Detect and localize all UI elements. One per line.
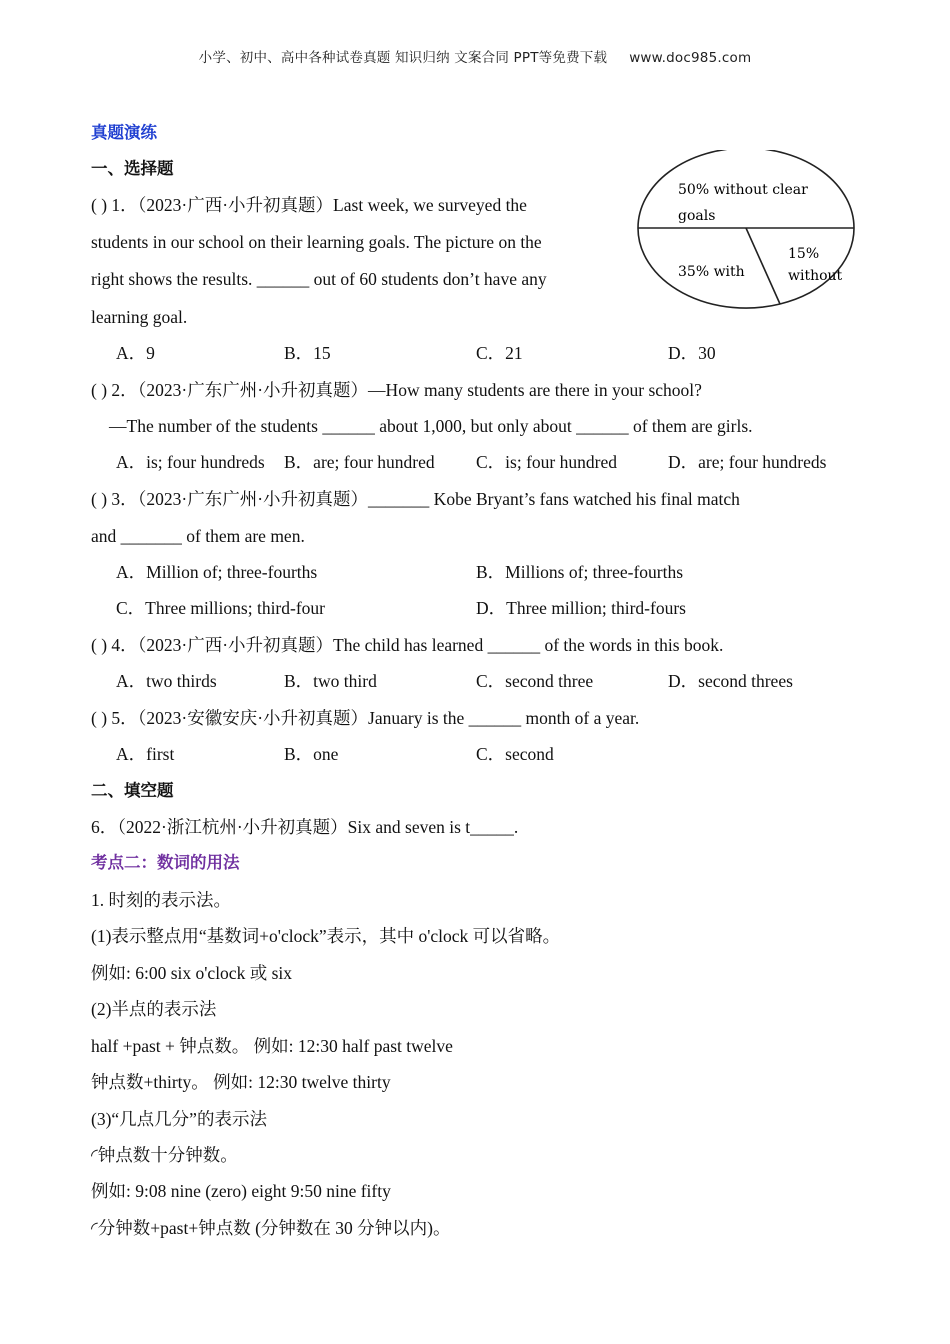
pie-label-without-clear-line2: goals bbox=[678, 208, 716, 224]
q2-option-d: D．are; four hundreds bbox=[668, 452, 827, 472]
q3-line-1: ( ) 3．（2023·广东广州·小升初真题）_______ Kobe Bryant’s fans watched his final match bbox=[91, 489, 740, 509]
q1-line-3: right shows the results. ______ out of 60 students don’t have any bbox=[91, 269, 547, 289]
pie-label-with: 35% with bbox=[678, 264, 745, 280]
q5-option-a: A．first bbox=[116, 744, 175, 764]
note-line-4: (2)半点的表示法 bbox=[91, 999, 217, 1019]
section-fill-heading: 二、填空题 bbox=[91, 781, 174, 800]
pie-slice-without-goals bbox=[780, 228, 854, 304]
pie-divider-diagonal bbox=[746, 228, 780, 304]
q1-line-4: learning goal. bbox=[91, 307, 188, 327]
q6-blank: _____ bbox=[470, 817, 514, 837]
q1-option-c: C．21 bbox=[476, 343, 523, 363]
pie-label-without-clear-line1: 50% without clear bbox=[678, 182, 808, 198]
q2-line-2: —The number of the students ______ about 1,000, but only about ______ of them are girls. bbox=[109, 416, 753, 436]
note-line-7: (3)“几点几分”的表示法 bbox=[91, 1109, 267, 1129]
learning-goals-pie-figure bbox=[630, 150, 862, 320]
q2-option-c: C．is; four hundred bbox=[476, 452, 617, 472]
pie-label-without-line2: without bbox=[788, 268, 843, 284]
header-text: 小学、初中、高中各种试卷真题 知识归纳 文案合同 PPT等免费下载 bbox=[198, 50, 608, 66]
q3-option-d: D．Three million; third-fours bbox=[476, 598, 686, 618]
q1-line-2: students in our school on their learning goals. The picture on the bbox=[91, 232, 542, 252]
section-choice-heading: 一、选择题 bbox=[91, 159, 174, 178]
header-site: www.doc985.com bbox=[629, 50, 752, 66]
q2-line-1: ( ) 2．（2023·广东广州·小升初真题）—How many students are there in your school? bbox=[91, 380, 702, 400]
note-line-2: (1)表示整点用“基数词+o'clock”表示，其中 o'clock 可以省略。 bbox=[91, 926, 561, 946]
q1-line-1: ( ) 1．（2023·广西·小升初真题）Last week, we surveyed the bbox=[91, 195, 527, 215]
q4-option-a: A．two thirds bbox=[116, 671, 217, 691]
note-line-8: ◜钟点数十分钟数。 bbox=[91, 1145, 238, 1165]
note-line-9: 例如: 9:08 nine (zero) eight 9:50 nine fifty bbox=[91, 1181, 391, 1201]
q6-line bbox=[91, 816, 518, 838]
q3-option-b: B．Millions of; three-fourths bbox=[476, 562, 684, 582]
note-line-3: 例如: 6:00 six o'clock 或 six bbox=[91, 963, 292, 983]
q1-option-b: B．15 bbox=[284, 343, 331, 363]
q3-option-c: C．Three millions; third-four bbox=[116, 598, 325, 618]
pie-label-without-line1: 15% bbox=[788, 246, 820, 262]
q4-line-1: ( ) 4．（2023·广西·小升初真题）The child has learned ______ of the words in this book. bbox=[91, 635, 724, 655]
section-title: 真题演练 bbox=[91, 123, 157, 142]
q1-option-a: A．9 bbox=[116, 343, 155, 363]
page-header bbox=[0, 46, 950, 66]
q5-option-c: C．second bbox=[476, 744, 554, 764]
q4-option-c: C．second three bbox=[476, 671, 594, 691]
q2-option-b: B．are; four hundred bbox=[284, 452, 435, 472]
q3-line-2: and _______ of them are men. bbox=[91, 526, 305, 546]
q5-option-b: B．one bbox=[284, 744, 339, 764]
note-line-6: 钟点数+thirty。 例如: 12:30 twelve thirty bbox=[91, 1072, 391, 1092]
q6-suffix: . bbox=[513, 817, 519, 837]
q3-option-a: A．Million of; three-fourths bbox=[116, 562, 318, 582]
q4-option-d: D．second threes bbox=[668, 671, 793, 691]
q6-prefix: 6．（2022·浙江杭州·小升初真题）Six and seven is t bbox=[91, 817, 471, 837]
q4-option-b: B．two third bbox=[284, 671, 377, 691]
q5-line-1: ( ) 5．（2023·安徽安庆·小升初真题）January is the ______ month of a year. bbox=[91, 708, 640, 728]
note-line-5: half +past + 钟点数。 例如: 12:30 half past twelve bbox=[91, 1036, 453, 1056]
note-line-1: 1. 时刻的表示法。 bbox=[91, 890, 231, 910]
q1-option-d: D．30 bbox=[668, 343, 716, 363]
q2-option-a: A．is; four hundreds bbox=[116, 452, 265, 472]
note-line-10: ◜分钟数+past+钟点数 (分钟数在 30 分钟以内)。 bbox=[91, 1218, 451, 1238]
kaodian-heading: 考点二：数词的用法 bbox=[91, 853, 240, 872]
